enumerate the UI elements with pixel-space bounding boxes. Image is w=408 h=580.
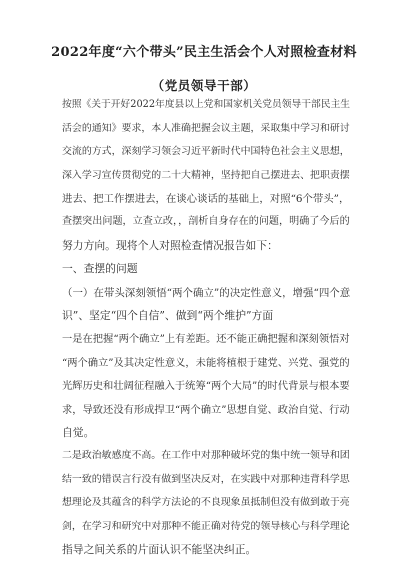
document-subtitle: （党员领导干部） [151, 78, 257, 93]
body-line: 查摆突出问题，立查立改，，剖析自身存在的问题，明确了今后的 [62, 216, 350, 227]
body-line: 进去、把工作摆进去，在谈心谈话的基础上，对照“6个带头”， [62, 193, 350, 205]
body-line: 想理论及其蕴含的科学方法论的不良现象虽抵制但没有做到敢于亮 [62, 497, 350, 508]
document-title: 2022年度“六个带头”民主生活会个人对照检查材料 [51, 45, 357, 60]
body-line: 结一致的错误言行没有做到坚决反对，在实践中对那种违背科学思 [62, 474, 350, 485]
body-line: 努力方向。现将个人对照检查情况报告如下： [62, 239, 278, 252]
body-line: 按照《关于开好2022年度县以上党和国家机关党员领导干部民主生 [62, 99, 351, 110]
subsection-heading: 识”、坚定“四个自信”、做到“两个维护”方面 [62, 309, 274, 322]
body-line: “两个确立”及其决定性意义，未能将植根于建党、兴党、强党的 [62, 357, 350, 369]
section-heading: 一、查摆的问题 [62, 262, 138, 275]
body-line: 光辉历史和壮阔征程融入于统筹“两个大局”的时代背景与根本要 [62, 380, 350, 392]
body-line: 二是政治敏感度不高。在工作中对那种破坏党的集中统一领导和团 [62, 450, 350, 461]
body-line: 自觉。 [62, 426, 95, 439]
body-line: 活会的通知》要求，本人准确把握会议主题，采取集中学习和研讨 [62, 123, 350, 134]
body-line: 深入学习宣传贯彻党的二十大精神，坚持把自己摆进去、把职责摆 [62, 170, 350, 181]
subsection-heading: （一）在带头深刻领悟“两个确立”的决定性意义，增强“四个意 [62, 287, 351, 299]
body-line: 一是在把握“两个确立”上有差距。还不能正确把握和深刻领悟对 [62, 333, 350, 345]
body-line: 指导之间关系的片面认识不能坚决纠正。 [62, 543, 257, 556]
body-line: 交流的方式，深刻学习领会习近平新时代中国特色社会主义思想， [62, 146, 350, 157]
body-line: 求，导致还没有形成捍卫“两个确立”思想自觉、政治自觉、行动 [62, 404, 350, 416]
body-line: 剑，在学习和研究中对那种不能正确对待党的领导核心与科学理论 [62, 521, 350, 532]
